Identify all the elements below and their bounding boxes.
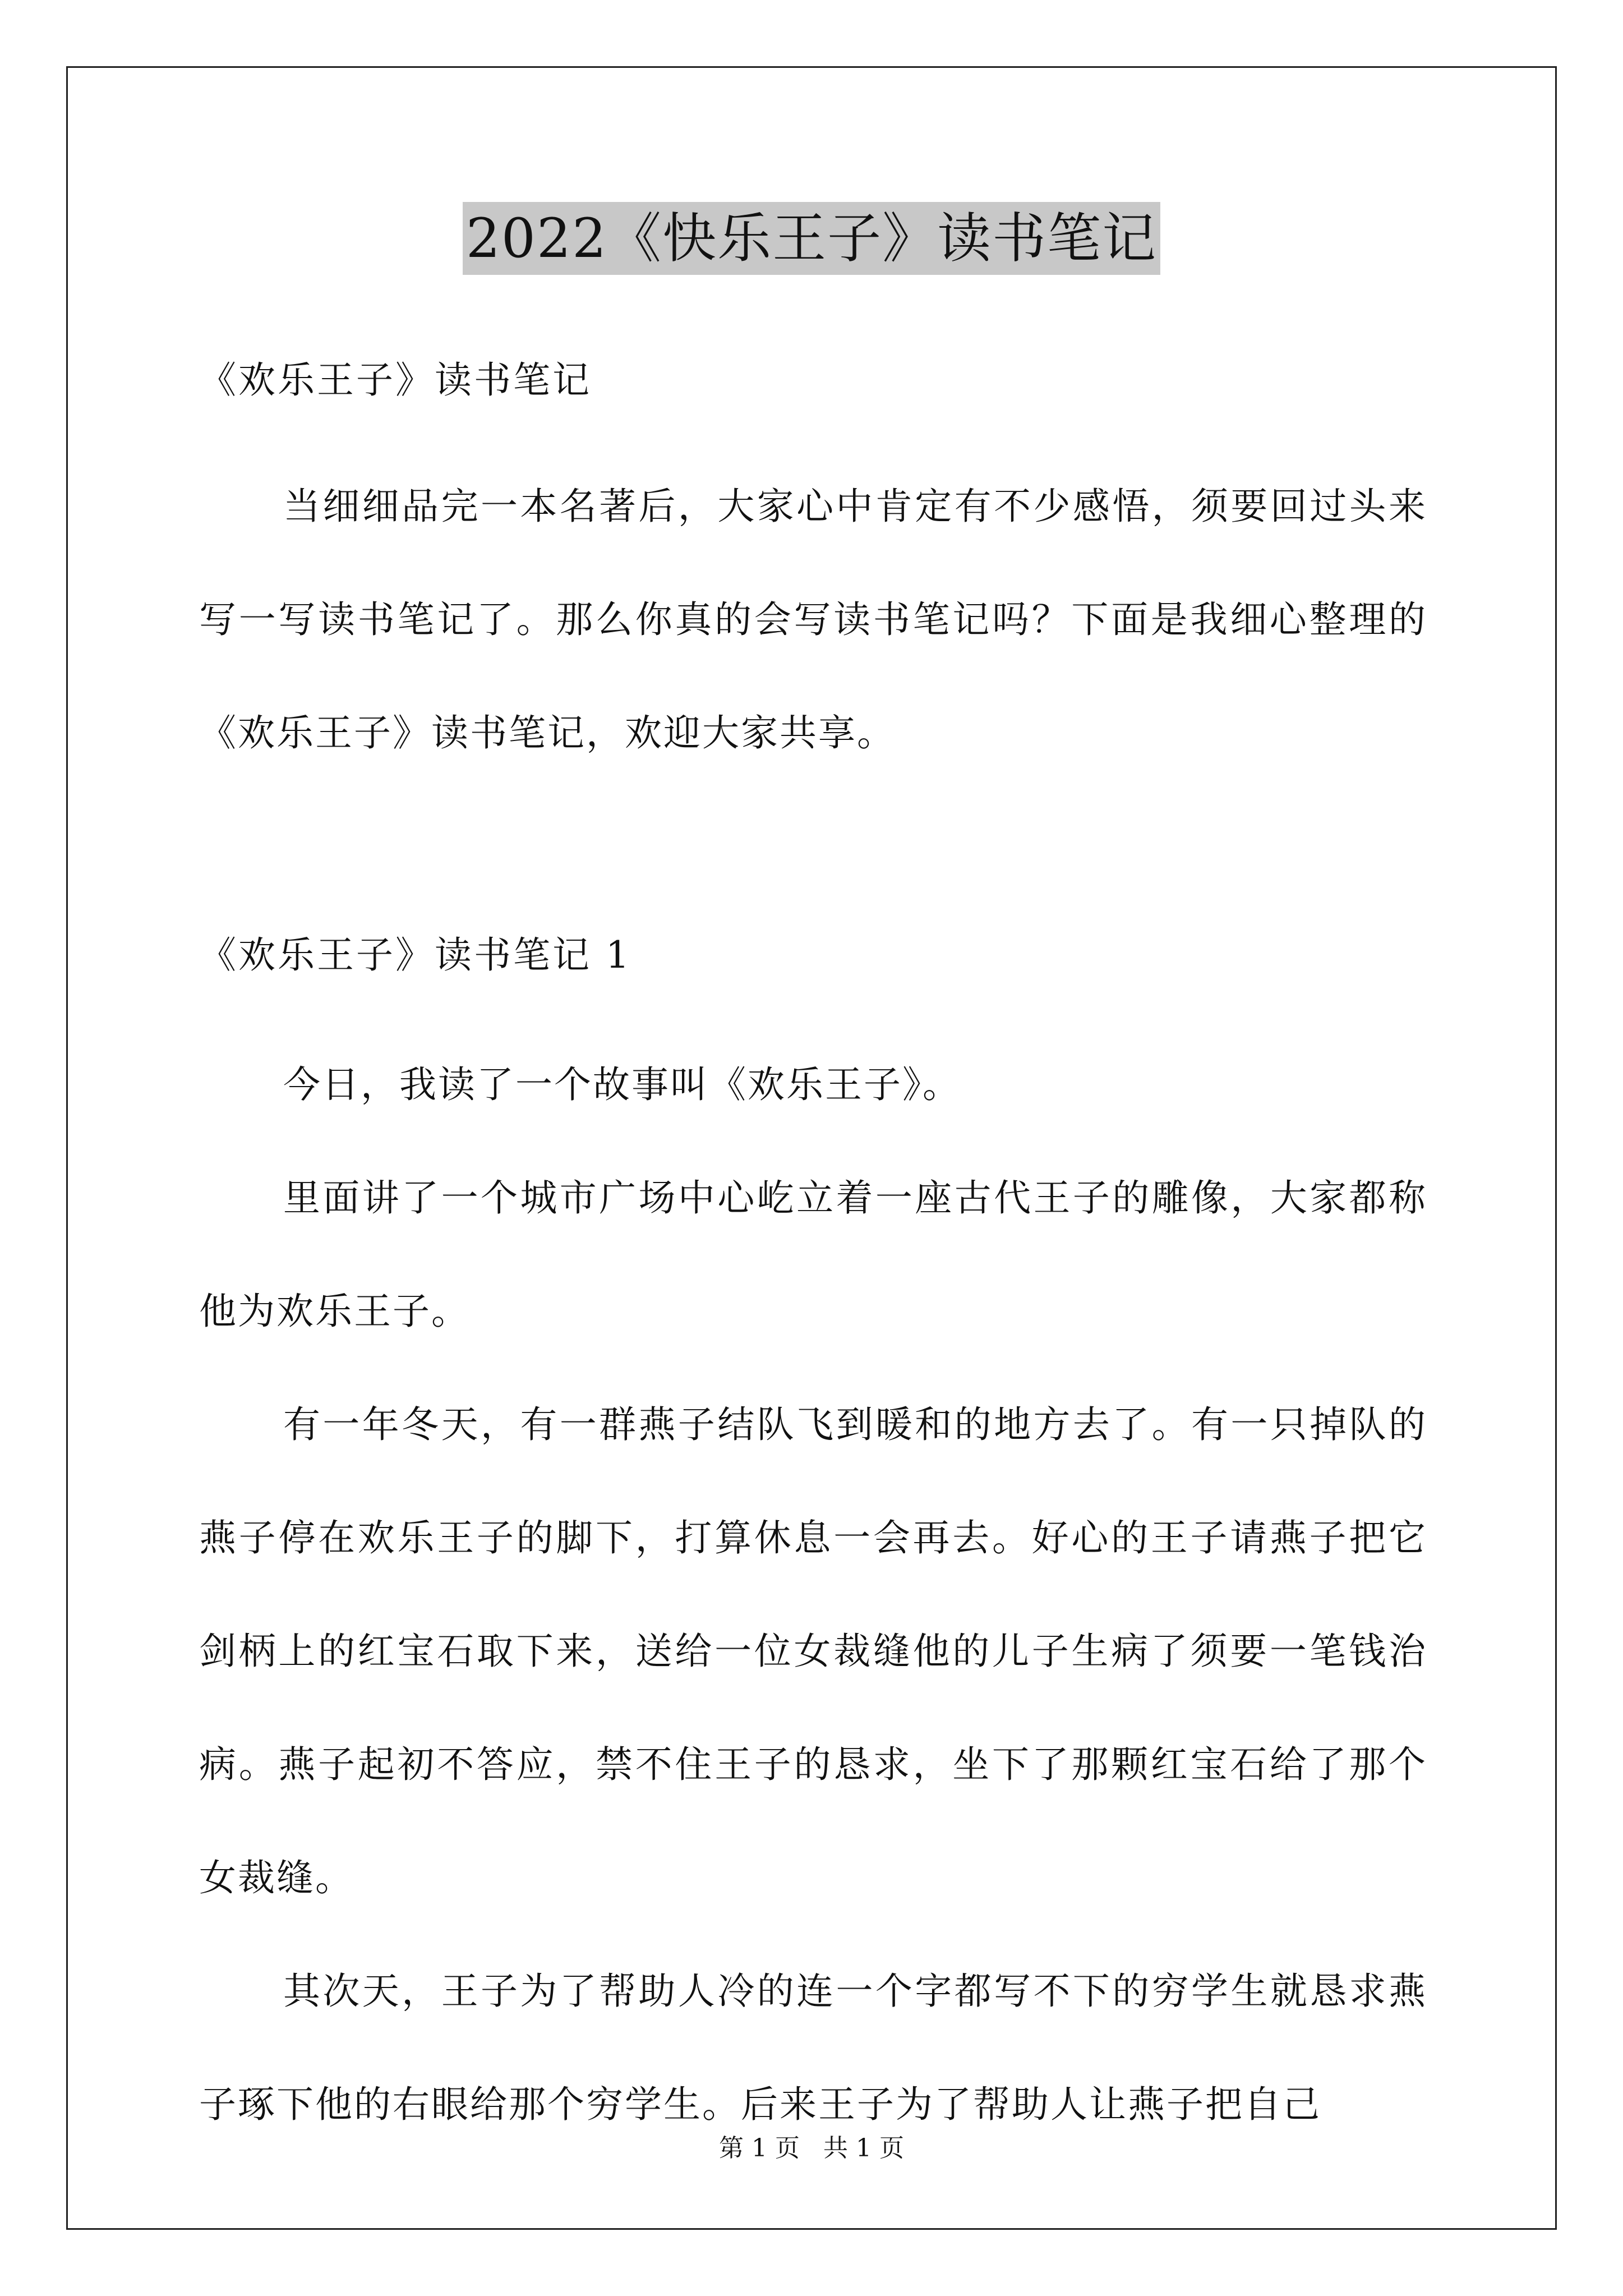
body-paragraph: 其次天，王子为了帮助人冷的连一个字都写不下的穷学生就恳求燕子琢下他的右眼给那个穷学生。后来王子为了帮助人让燕子把自己	[199, 1970, 1427, 2126]
subheading-2: 《欢乐王子》读书笔记 1	[199, 933, 631, 977]
page-footer: 第 1 页 共 1 页	[719, 2134, 904, 2162]
document-body	[199, 309, 1427, 2161]
body-paragraph: 里面讲了一个城市广场中心屹立着一座古代王子的雕像，大家都称他为欢乐王子。	[199, 1176, 1427, 1333]
title-container	[0, 202, 1623, 275]
intro-paragraph: 当细细品完一本名著后，大家心中肯定有不少感悟，须要回过头来写一写读书笔记了。那么你真的会写读书笔记吗？下面是我细心整理的《欢乐王子》读书笔记，欢迎大家共享。	[199, 485, 1427, 754]
document-title: 2022《快乐王子》读书笔记	[463, 202, 1160, 275]
body-paragraph: 有一年冬天，有一群燕子结队飞到暖和的地方去了。有一只掉队的燕子停在欢乐王子的脚下，打算休息一会再去。好心的王子请燕子把它剑柄上的红宝石取下来，送给一位女裁缝他的儿子生病了须要一笔钱治病。燕子起初不答应，禁不住王子的恳求，坐下了那颗红宝石给了那个女裁缝。	[199, 1403, 1427, 1899]
subheading-1: 《欢乐王子》读书笔记	[199, 358, 592, 402]
body-paragraph: 今日，我读了一个故事叫《欢乐王子》。	[283, 1063, 961, 1106]
